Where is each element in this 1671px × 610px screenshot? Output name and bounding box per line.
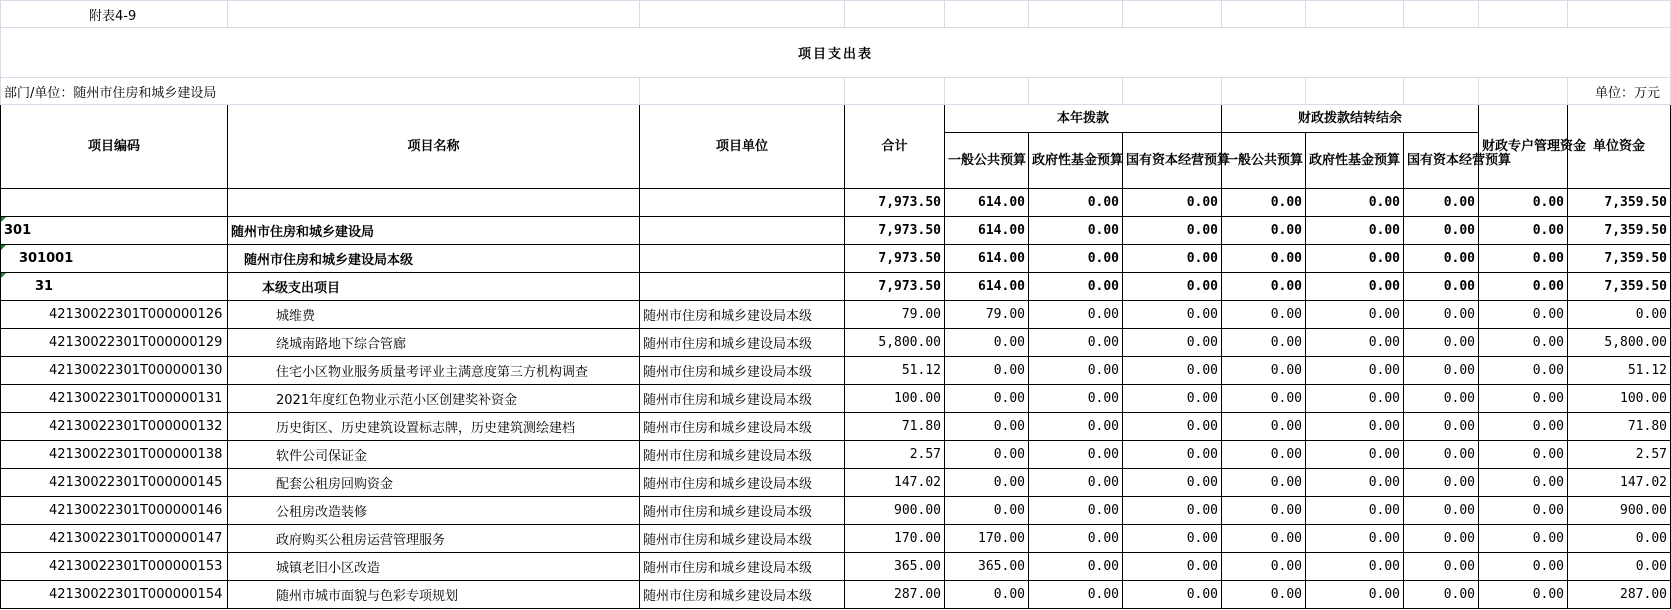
table-row [1, 525, 1671, 553]
cell-unit: 随州市住房和城乡建设局本级 [640, 469, 845, 497]
cell-amount: 0.00 [1306, 329, 1404, 357]
cell-amount: 5,800.00 [845, 329, 945, 357]
cell-amount: 0.00 [1222, 357, 1306, 385]
cell-code: 42130022301T000000131 [1, 385, 228, 413]
table-row [1, 581, 1671, 609]
cell-amount: 0.00 [945, 581, 1029, 609]
cell-unit: 随州市住房和城乡建设局本级 [640, 329, 845, 357]
cell-unit: 随州市住房和城乡建设局本级 [640, 301, 845, 329]
cell-unit: 随州市住房和城乡建设局本级 [640, 441, 845, 469]
cell-amount: 614.00 [945, 273, 1029, 301]
cell-amount: 79.00 [845, 301, 945, 329]
cell-code: 42130022301T000000138 [1, 441, 228, 469]
cell-amount: 0.00 [1479, 189, 1568, 217]
cell-amount: 0.00 [1222, 273, 1306, 301]
cell-amount: 0.00 [1479, 497, 1568, 525]
table-row [1, 189, 1671, 217]
cell-amount: 0.00 [1123, 189, 1222, 217]
cell-amount: 51.12 [845, 357, 945, 385]
cell-amount: 0.00 [1404, 301, 1479, 329]
cell-code: 42130022301T000000154 [1, 581, 228, 609]
cell-unit: 随州市住房和城乡建设局本级 [640, 581, 845, 609]
cell-amount: 0.00 [1306, 441, 1404, 469]
cell-code: 42130022301T000000147 [1, 525, 228, 553]
cell-amount: 0.00 [1029, 581, 1123, 609]
cell-amount: 614.00 [945, 245, 1029, 273]
cell-amount: 7,359.50 [1568, 189, 1671, 217]
header-state-capital-2: 国有资本经营预算 [1404, 133, 1479, 189]
cell-amount: 365.00 [945, 553, 1029, 581]
cell-amount: 0.00 [1306, 189, 1404, 217]
cell-unit: 随州市住房和城乡建设局本级 [640, 525, 845, 553]
table-row [1, 413, 1671, 441]
cell-amount: 7,973.50 [845, 245, 945, 273]
cell-amount: 0.00 [1123, 553, 1222, 581]
unit-label: 单位：万元 [1568, 78, 1671, 105]
cell-amount: 0.00 [1123, 581, 1222, 609]
table-row [1, 357, 1671, 385]
cell-name: 软件公司保证金 [228, 441, 640, 469]
cell-amount: 0.00 [945, 357, 1029, 385]
cell-amount: 71.80 [1568, 413, 1671, 441]
cell-amount: 0.00 [1029, 469, 1123, 497]
page-title: 项目支出表 [1, 28, 1671, 78]
cell-unit [640, 245, 845, 273]
cell-amount: 170.00 [945, 525, 1029, 553]
cell-amount: 0.00 [1123, 217, 1222, 245]
cell-amount: 0.00 [1404, 469, 1479, 497]
cell-amount: 7,973.50 [845, 189, 945, 217]
cell-name: 城镇老旧小区改造 [228, 553, 640, 581]
cell-code: 301 [1, 217, 228, 245]
cell-name: 绕城南路地下综合管廊 [228, 329, 640, 357]
cell-amount: 0.00 [1306, 357, 1404, 385]
table-row [1, 273, 1671, 301]
cell-code: 301001 [1, 245, 228, 273]
header-current-year: 本年拨款 [945, 105, 1222, 133]
cell-unit [640, 189, 845, 217]
table-row [1, 329, 1671, 357]
cell-amount: 614.00 [945, 217, 1029, 245]
cell-amount: 147.02 [845, 469, 945, 497]
cell-amount: 7,359.50 [1568, 273, 1671, 301]
cell-amount: 7,359.50 [1568, 245, 1671, 273]
cell-amount: 0.00 [1029, 301, 1123, 329]
cell-amount: 0.00 [1123, 357, 1222, 385]
cell-amount: 0.00 [1029, 329, 1123, 357]
header-name: 项目名称 [228, 105, 640, 189]
cell-amount: 0.00 [1306, 525, 1404, 553]
cell-amount: 0.00 [1404, 413, 1479, 441]
cell-amount: 0.00 [1222, 469, 1306, 497]
cell-code: 42130022301T000000145 [1, 469, 228, 497]
cell-amount: 0.00 [1479, 245, 1568, 273]
cell-amount: 0.00 [1404, 273, 1479, 301]
cell-amount: 147.02 [1568, 469, 1671, 497]
cell-amount: 0.00 [1479, 329, 1568, 357]
cell-unit [640, 273, 845, 301]
cell-unit [640, 217, 845, 245]
cell-amount: 0.00 [1306, 553, 1404, 581]
cell-amount: 0.00 [1029, 497, 1123, 525]
cell-amount: 0.00 [1479, 413, 1568, 441]
cell-amount: 79.00 [945, 301, 1029, 329]
cell-amount: 0.00 [1222, 553, 1306, 581]
cell-amount: 365.00 [845, 553, 945, 581]
cell-unit: 随州市住房和城乡建设局本级 [640, 413, 845, 441]
cell-amount: 0.00 [1306, 385, 1404, 413]
department-label: 部门/单位：随州市住房和城乡建设局 [1, 78, 640, 105]
cell-amount: 100.00 [845, 385, 945, 413]
cell-amount: 2.57 [1568, 441, 1671, 469]
cell-unit: 随州市住房和城乡建设局本级 [640, 385, 845, 413]
cell-amount: 0.00 [945, 385, 1029, 413]
cell-amount: 170.00 [845, 525, 945, 553]
cell-amount: 0.00 [1404, 329, 1479, 357]
cell-name [228, 189, 640, 217]
cell-name: 城维费 [228, 301, 640, 329]
cell-amount: 0.00 [1479, 357, 1568, 385]
cell-amount: 287.00 [845, 581, 945, 609]
cell-amount: 0.00 [945, 497, 1029, 525]
appendix-label: 附表4-9 [1, 1, 228, 28]
cell-amount: 0.00 [1222, 329, 1306, 357]
cell-amount: 0.00 [1306, 245, 1404, 273]
cell-name: 住宅小区物业服务质量考评业主满意度第三方机构调查 [228, 357, 640, 385]
cell-amount: 0.00 [1568, 301, 1671, 329]
cell-amount: 0.00 [1123, 273, 1222, 301]
cell-code: 42130022301T000000132 [1, 413, 228, 441]
cell-amount: 0.00 [1404, 525, 1479, 553]
cell-amount: 0.00 [1123, 385, 1222, 413]
cell-amount: 0.00 [1479, 581, 1568, 609]
cell-amount: 71.80 [845, 413, 945, 441]
table-row [1, 245, 1671, 273]
header-total: 合计 [845, 105, 945, 189]
cell-code: 31 [1, 273, 228, 301]
cell-amount: 0.00 [1306, 217, 1404, 245]
cell-amount: 0.00 [945, 413, 1029, 441]
cell-amount: 0.00 [1222, 441, 1306, 469]
cell-amount: 0.00 [1404, 441, 1479, 469]
table-row [1, 553, 1671, 581]
cell-amount: 0.00 [1123, 413, 1222, 441]
cell-amount: 0.00 [1222, 217, 1306, 245]
cell-amount: 51.12 [1568, 357, 1671, 385]
cell-amount: 0.00 [1306, 301, 1404, 329]
cell-amount: 0.00 [1222, 385, 1306, 413]
cell-name: 随州市城市面貌与色彩专项规划 [228, 581, 640, 609]
cell-code: 42130022301T000000126 [1, 301, 228, 329]
cell-amount: 100.00 [1568, 385, 1671, 413]
cell-amount: 0.00 [945, 469, 1029, 497]
cell-amount: 0.00 [945, 441, 1029, 469]
cell-amount: 0.00 [1029, 245, 1123, 273]
cell-name: 2021年度红色物业示范小区创建奖补资金 [228, 385, 640, 413]
cell-amount: 0.00 [1479, 385, 1568, 413]
cell-amount: 0.00 [1306, 581, 1404, 609]
header-gov-fund-2: 政府性基金预算 [1306, 133, 1404, 189]
cell-amount: 287.00 [1568, 581, 1671, 609]
cell-code [1, 189, 228, 217]
cell-amount: 0.00 [1479, 217, 1568, 245]
cell-amount: 0.00 [1222, 525, 1306, 553]
cell-code: 42130022301T000000130 [1, 357, 228, 385]
cell-unit: 随州市住房和城乡建设局本级 [640, 497, 845, 525]
cell-name: 本级支出项目 [228, 273, 640, 301]
cell-amount: 0.00 [1029, 525, 1123, 553]
cell-amount: 0.00 [1029, 413, 1123, 441]
cell-amount: 614.00 [945, 189, 1029, 217]
cell-amount: 7,973.50 [845, 217, 945, 245]
cell-amount: 0.00 [1479, 441, 1568, 469]
cell-amount: 0.00 [1479, 273, 1568, 301]
header-code: 项目编码 [1, 105, 228, 189]
cell-amount: 0.00 [1029, 189, 1123, 217]
table-row [1, 497, 1671, 525]
cell-amount: 0.00 [1222, 413, 1306, 441]
cell-amount: 900.00 [845, 497, 945, 525]
cell-amount: 0.00 [1404, 189, 1479, 217]
cell-amount: 5,800.00 [1568, 329, 1671, 357]
cell-amount: 0.00 [1222, 497, 1306, 525]
cell-amount: 0.00 [1222, 581, 1306, 609]
cell-amount: 0.00 [1123, 469, 1222, 497]
cell-amount: 7,359.50 [1568, 217, 1671, 245]
cell-amount: 0.00 [1029, 441, 1123, 469]
cell-amount: 0.00 [1123, 245, 1222, 273]
table-row [1, 217, 1671, 245]
header-unit-fund: 单位资金 [1568, 105, 1671, 189]
table-row [1, 469, 1671, 497]
table-row [1, 441, 1671, 469]
header-unit: 项目单位 [640, 105, 845, 189]
cell-amount: 0.00 [1029, 553, 1123, 581]
cell-amount: 0.00 [1568, 553, 1671, 581]
cell-amount: 0.00 [1568, 525, 1671, 553]
cell-amount: 0.00 [1479, 469, 1568, 497]
cell-amount: 0.00 [1029, 273, 1123, 301]
table-row [1, 385, 1671, 413]
cell-name: 随州市住房和城乡建设局本级 [228, 245, 640, 273]
cell-amount: 0.00 [1222, 301, 1306, 329]
cell-amount: 0.00 [1123, 525, 1222, 553]
cell-amount: 7,973.50 [845, 273, 945, 301]
cell-amount: 0.00 [1123, 441, 1222, 469]
table-row [1, 301, 1671, 329]
cell-amount: 2.57 [845, 441, 945, 469]
cell-unit: 随州市住房和城乡建设局本级 [640, 553, 845, 581]
cell-amount: 0.00 [1479, 525, 1568, 553]
cell-amount: 0.00 [1479, 301, 1568, 329]
cell-amount: 0.00 [1029, 357, 1123, 385]
cell-amount: 0.00 [1404, 217, 1479, 245]
cell-name: 历史街区、历史建筑设置标志牌，历史建筑测绘建档 [228, 413, 640, 441]
header-general-budget: 一般公共预算 [945, 133, 1029, 189]
cell-amount: 0.00 [1404, 497, 1479, 525]
cell-amount: 0.00 [1222, 245, 1306, 273]
cell-amount: 0.00 [1029, 217, 1123, 245]
header-special-fund: 财政专户管理资金 [1479, 105, 1568, 189]
cell-amount: 0.00 [1404, 581, 1479, 609]
cell-amount: 0.00 [1306, 469, 1404, 497]
cell-amount: 900.00 [1568, 497, 1671, 525]
header-gov-fund: 政府性基金预算 [1029, 133, 1123, 189]
cell-amount: 0.00 [1404, 553, 1479, 581]
cell-amount: 0.00 [1306, 413, 1404, 441]
header-state-capital: 国有资本经营预算 [1123, 133, 1222, 189]
cell-amount: 0.00 [1123, 301, 1222, 329]
header-carryover: 财政拨款结转结余 [1222, 105, 1479, 133]
cell-amount: 0.00 [1404, 245, 1479, 273]
cell-amount: 0.00 [1222, 189, 1306, 217]
cell-amount: 0.00 [1404, 385, 1479, 413]
cell-name: 配套公租房回购资金 [228, 469, 640, 497]
cell-amount: 0.00 [1306, 497, 1404, 525]
cell-unit: 随州市住房和城乡建设局本级 [640, 357, 845, 385]
header-general-budget-2: 一般公共预算 [1222, 133, 1306, 189]
cell-name: 政府购买公租房运营管理服务 [228, 525, 640, 553]
cell-code: 42130022301T000000146 [1, 497, 228, 525]
cell-code: 42130022301T000000129 [1, 329, 228, 357]
cell-name: 公租房改造装修 [228, 497, 640, 525]
cell-amount: 0.00 [1123, 497, 1222, 525]
cell-code: 42130022301T000000153 [1, 553, 228, 581]
cell-amount: 0.00 [1029, 385, 1123, 413]
cell-amount: 0.00 [1306, 273, 1404, 301]
cell-name: 随州市住房和城乡建设局 [228, 217, 640, 245]
cell-amount: 0.00 [1123, 329, 1222, 357]
cell-amount: 0.00 [1479, 553, 1568, 581]
cell-amount: 0.00 [1404, 357, 1479, 385]
cell-amount: 0.00 [945, 329, 1029, 357]
